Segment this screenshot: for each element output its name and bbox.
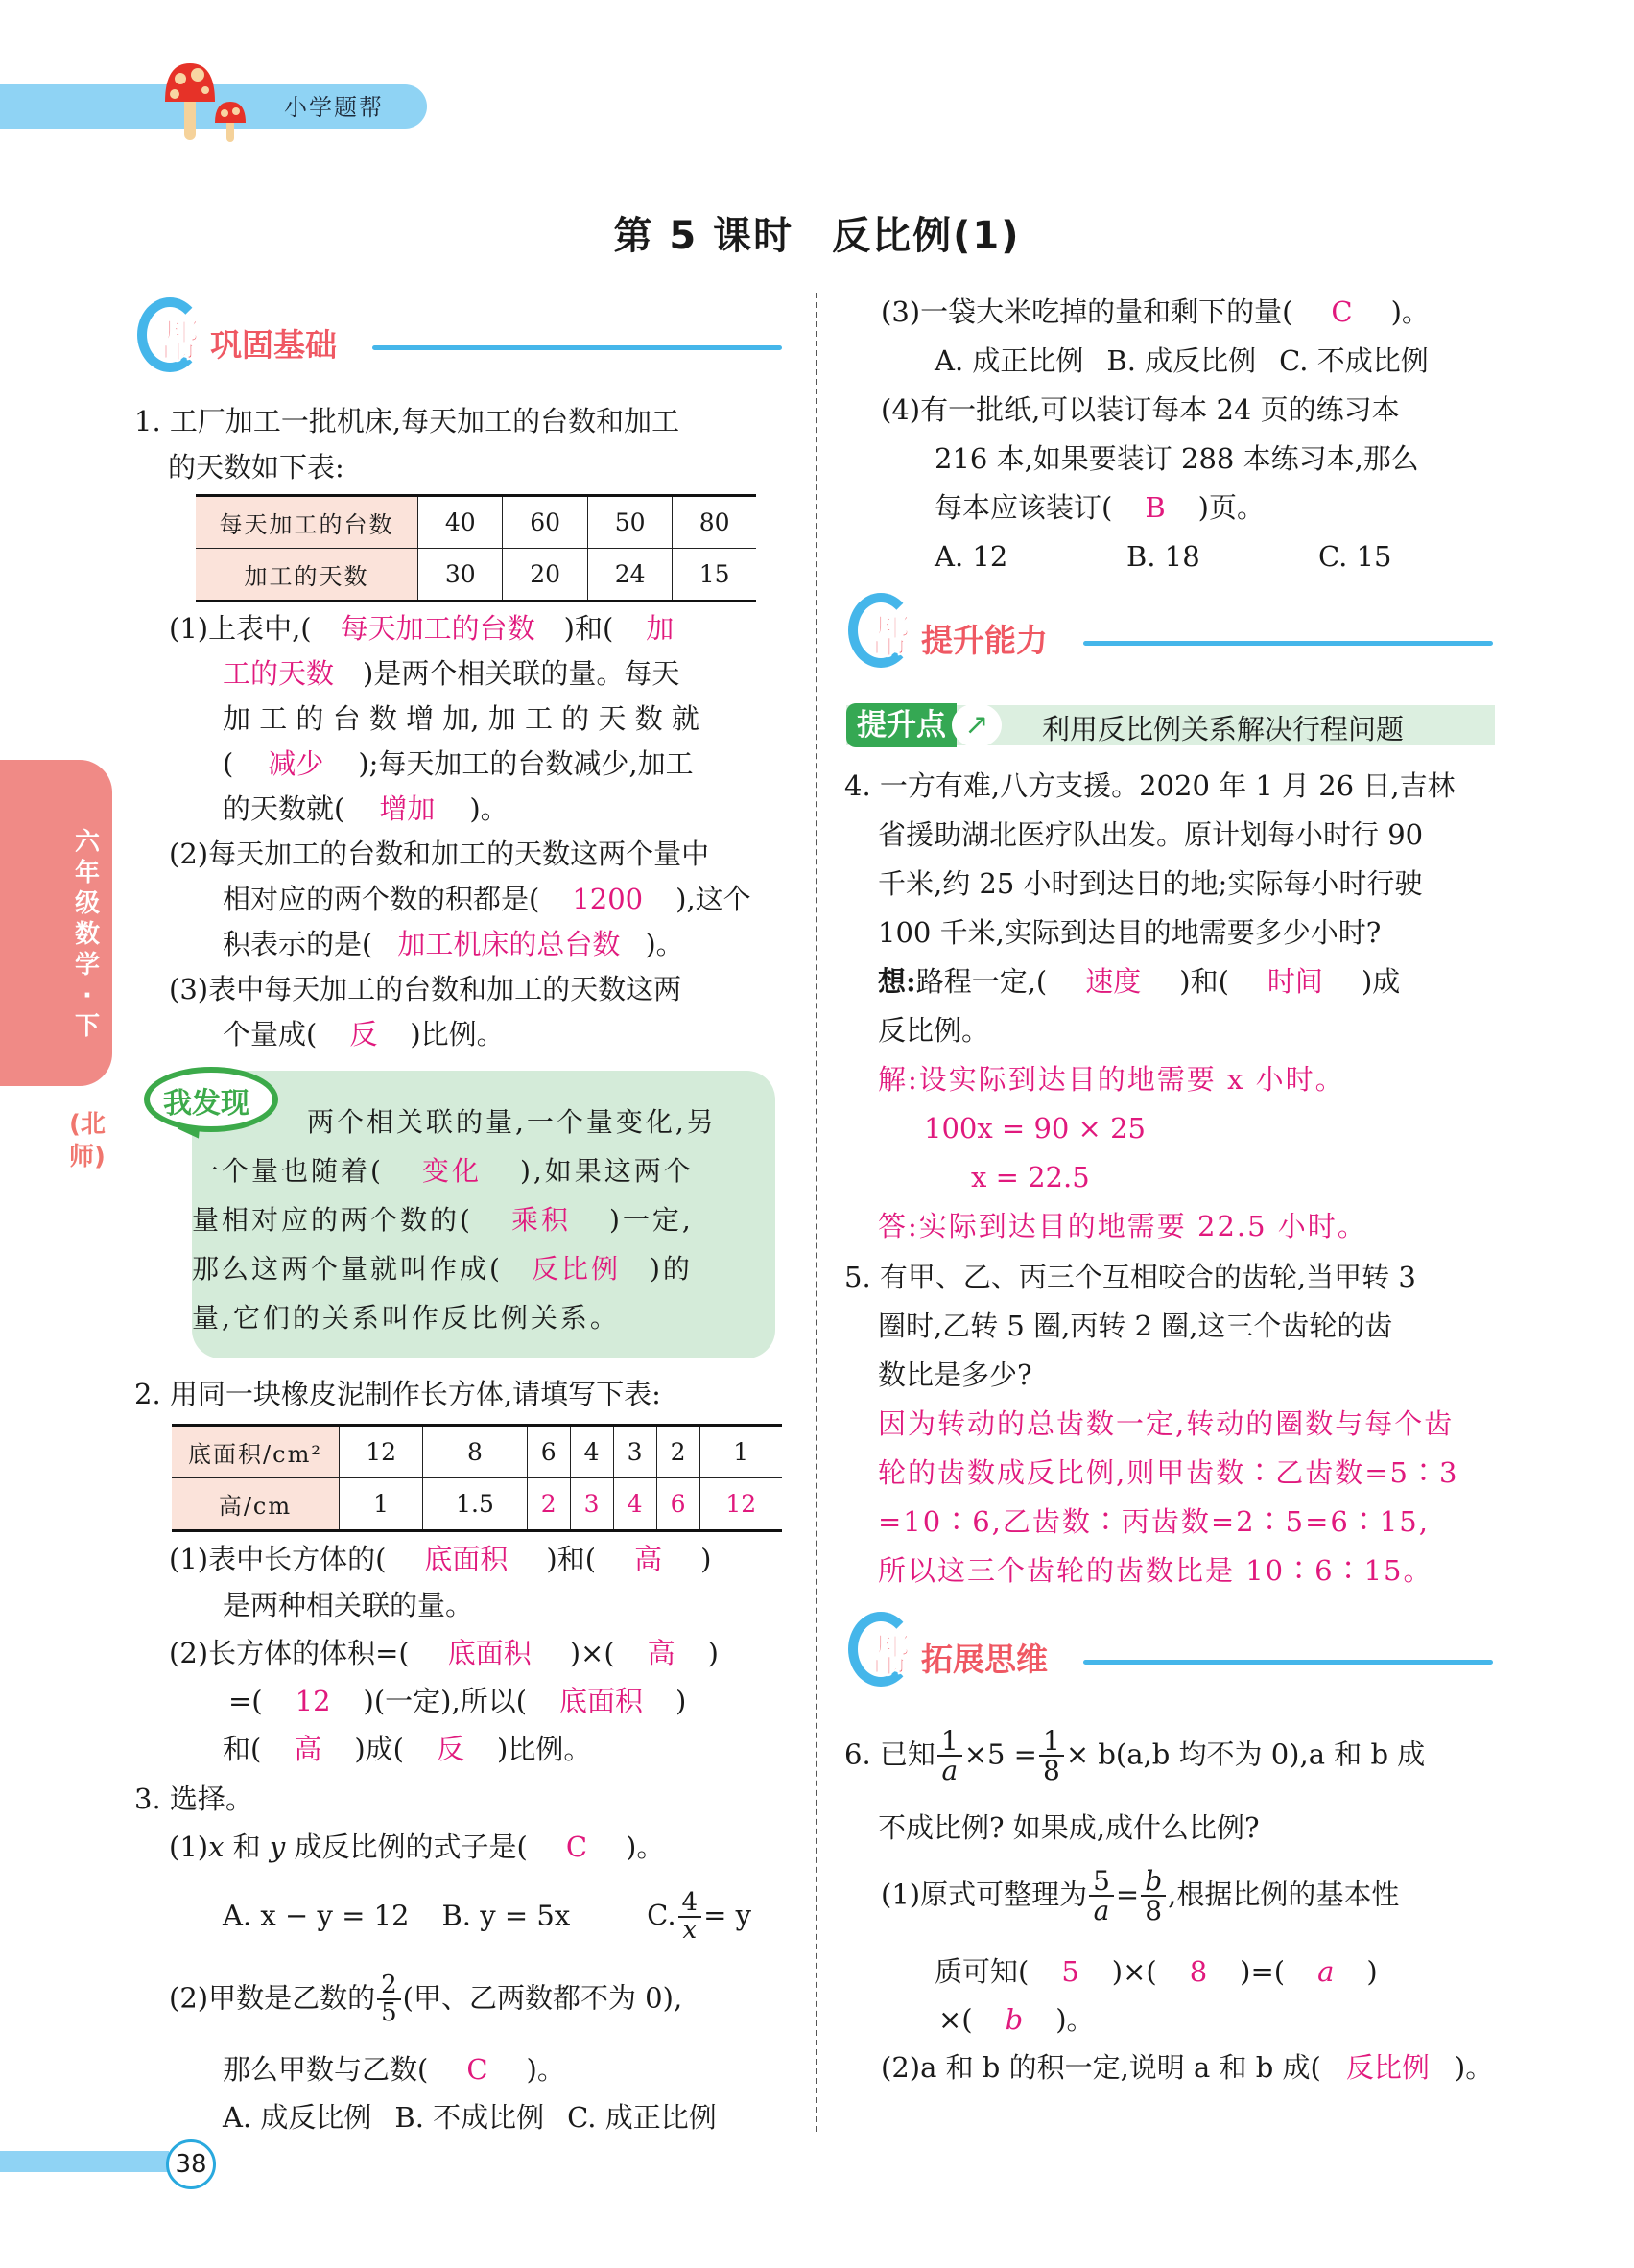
- answer-blank: 加工机床的总台数: [397, 928, 621, 960]
- table-row-header: 加工的天数: [196, 549, 418, 602]
- q3-part1-options: [223, 1890, 751, 1945]
- option-a: A. x − y = 12: [223, 1899, 410, 1932]
- q2-part2-line3: 和( 高 )成( 反 )比例。: [223, 1733, 592, 1765]
- q5-solution-line2: 轮的齿数成反比例,则甲齿数∶乙齿数=5∶3: [878, 1456, 1459, 1489]
- discover-line5: 量,它们的关系叫作反比例关系。: [192, 1302, 620, 1334]
- side-tab-edition: (北师): [69, 1110, 106, 1171]
- q1-part1-line2: 工的天数 )是两个相关联的量。每天: [223, 657, 680, 690]
- q6-line2: 不成比例? 如果成,成什么比例?: [878, 1811, 1260, 1844]
- section-rule: [1083, 641, 1493, 646]
- table-answer-cell: 6: [656, 1478, 699, 1531]
- section-header-basic: [137, 297, 782, 384]
- q1-part1-line1: (1)上表中,( 每天加工的台数 )和( 加: [169, 612, 675, 645]
- q3-stem: 3. 选择。: [134, 1783, 253, 1815]
- option-a: A. 12: [935, 540, 1008, 573]
- q2-part2-line1: (2)长方体的体积=( 底面积 )×( 高 ): [169, 1637, 719, 1669]
- discover-line4: 那么这两个量就叫作成( 反比例 )的: [192, 1253, 693, 1285]
- option-a: A. 成正比例: [935, 344, 1084, 377]
- lesson-number: 第 5 课时: [613, 214, 794, 258]
- q5-solution-line4: 所以这三个齿轮的齿数比是 10∶6∶15。: [878, 1554, 1433, 1587]
- table-row: [196, 496, 756, 549]
- answer-blank: 反比例: [1345, 2051, 1430, 2084]
- q1-part1-line4: ( 减少 );每天加工的台数减少,加工: [223, 747, 694, 780]
- q3-part3-line1: (3)一袋大米吃掉的量和剩下的量( C )。: [881, 295, 1430, 328]
- answer-blank: 时间: [1267, 965, 1323, 998]
- answer-blank: 高: [294, 1733, 322, 1765]
- side-tab-grade: 六年级数学·下: [74, 828, 100, 1041]
- table-row-header: 高/cm: [172, 1478, 340, 1531]
- option-b: B. 成反比例: [1106, 344, 1257, 377]
- answer-blank: C: [466, 2053, 488, 2086]
- q4-line4: 100 千米,实际到达目的地需要多少小时?: [878, 916, 1382, 949]
- q3-part1-line1: (1)x 和 y 成反比例的式子是( C )。: [169, 1831, 665, 1863]
- q1-part1-line3: 加 工 的 台 数 增 加, 加 工 的 天 数 就: [223, 702, 699, 735]
- table-row: [196, 549, 756, 602]
- answer-blank: 加: [646, 612, 675, 645]
- q4-solution-line1: 解:设实际到达目的地需要 x 小时。: [878, 1063, 1345, 1096]
- option-c: C. 不成比例: [1279, 344, 1429, 377]
- answer-blank: b: [1005, 2003, 1024, 2036]
- q5-solution-line3: =10∶6,乙齿数∶丙齿数=2∶5=6∶15,: [878, 1505, 1430, 1538]
- q3-part4-options: [935, 532, 1392, 581]
- answer-blank: 底面积: [447, 1637, 532, 1669]
- option-b: B. y = 5x: [441, 1899, 571, 1932]
- answer-blank: 高: [647, 1637, 675, 1669]
- q2-stem: 2. 用同一块橡皮泥制作长方体,请填写下表:: [134, 1378, 661, 1410]
- answer-blank: B: [1145, 491, 1166, 524]
- q1-part3-line2: 个量成( 反 )比例。: [223, 1018, 505, 1051]
- table-cell: 20: [503, 549, 587, 602]
- q1-part2-line2: 相对应的两个数的积都是( 1200 ),这个: [223, 883, 751, 915]
- q4-solution-line3: x = 22.5: [971, 1161, 1090, 1193]
- answer-blank: 底面积: [559, 1685, 644, 1717]
- page-number: 38: [166, 2139, 216, 2189]
- table-answer-cell: 2: [527, 1478, 570, 1531]
- table-cell: 60: [503, 496, 587, 549]
- page-title: [0, 205, 1634, 260]
- table-cell: 1: [340, 1478, 423, 1531]
- table-cell: 24: [587, 549, 672, 602]
- q5-solution-line1: 因为转动的总齿数一定,转动的圈数与每个齿: [878, 1407, 1455, 1440]
- q4-solution-line2: 100x = 90 × 25: [924, 1112, 1146, 1145]
- q1-stem-line2: 的天数如下表:: [168, 451, 344, 484]
- option-b: B. 18: [1126, 540, 1200, 573]
- table-row: [172, 1426, 782, 1478]
- q2-part2-line2: =( 12 )(一定),所以( 底面积 ): [228, 1685, 687, 1717]
- section-rule: [1083, 1660, 1493, 1665]
- q1-stem-line1: 1. 工厂加工一批机床,每天加工的台数和加工: [134, 405, 680, 437]
- table-cell: 8: [423, 1426, 527, 1478]
- answer-blank: C: [1331, 295, 1353, 328]
- answer-blank: 12: [295, 1685, 331, 1717]
- arrow-up-right-icon: ↗: [952, 703, 1002, 747]
- section-label: 提升能力: [921, 622, 1048, 659]
- q4-think-line2: 反比例。: [878, 1014, 990, 1047]
- q6-part1-line2: 质可知( 5 )×( 8 )=( a ): [935, 1955, 1378, 1988]
- answer-blank: C: [565, 1831, 588, 1863]
- answer-blank: 反比例: [531, 1253, 621, 1285]
- section-bang: 帮: [156, 316, 201, 367]
- q4-line3: 千米,约 25 小时到达目的地;实际每小时行驶: [878, 867, 1423, 900]
- table-row: [172, 1478, 782, 1531]
- footer-band: [0, 2151, 169, 2172]
- option-b: B. 不成比例: [394, 2101, 545, 2134]
- q6-part2: (2)a 和 b 的积一定,说明 a 和 b 成( 反比例 )。: [881, 2051, 1494, 2084]
- q4-line2: 省援助湖北医疗队出发。原计划每小时行 90: [878, 818, 1424, 851]
- q3-part3-options: [935, 337, 1429, 386]
- answer-blank: 8: [1189, 1955, 1208, 1988]
- q3-part4-line3: 每本应该装订( B )页。: [935, 491, 1265, 524]
- q3-part4-line1: (4)有一批纸,可以装订每本 24 页的练习本: [881, 393, 1400, 426]
- table-cell: 2: [656, 1426, 699, 1478]
- section-bang: 帮: [867, 611, 912, 663]
- discover-line2: 一个量也随着( 变化 ),如果这两个: [192, 1155, 694, 1187]
- tip-tag: 提升点: [846, 703, 957, 747]
- option-c: C. 15: [1318, 540, 1392, 573]
- discover-line3: 量相对应的两个数的( 乘积 )一定,: [192, 1204, 694, 1236]
- q4-solution-line4: 答:实际到达目的地需要 22.5 小时。: [878, 1210, 1367, 1242]
- section-header-extend: [848, 1612, 1493, 1698]
- answer-blank: 底面积: [424, 1543, 509, 1575]
- table-cell: 50: [587, 496, 672, 549]
- table-cell: 80: [673, 496, 756, 549]
- table-cell: 15: [673, 549, 756, 602]
- answer-blank: 减少: [268, 747, 324, 780]
- q1-part2-line1: (2)每天加工的台数和加工的天数这两个量中: [169, 838, 710, 870]
- answer-blank: 变化: [421, 1155, 482, 1187]
- section-bang: 帮: [867, 1630, 912, 1682]
- column-divider: [816, 293, 817, 2132]
- answer-blank: 反: [349, 1018, 378, 1051]
- q4-think-line1: 想:路程一定,( 速度 )和( 时间 )成: [878, 965, 1401, 998]
- q5-line3: 数比是多少?: [878, 1358, 1032, 1391]
- table-row-header: 底面积/cm²: [172, 1426, 340, 1478]
- table-cell: 40: [418, 496, 503, 549]
- brand-name: 小学题帮: [284, 94, 384, 121]
- table-row-header: 每天加工的台数: [196, 496, 418, 549]
- answer-blank: 速度: [1085, 965, 1142, 998]
- answer-blank: 增加: [379, 792, 436, 825]
- q3-part2-line2: 那么甲数与乙数( C )。: [223, 2053, 565, 2086]
- section-label: 拓展思维: [921, 1641, 1048, 1678]
- q1-part3-line1: (3)表中每天加工的台数和加工的天数这两: [169, 973, 682, 1005]
- q4-line1: 4. 一方有难,八方支援。2020 年 1 月 26 日,吉林: [844, 769, 1456, 802]
- q2-table: [172, 1424, 782, 1532]
- section-header-improve: [848, 593, 1493, 679]
- table-cell: 1.5: [423, 1478, 527, 1531]
- table-cell: 3: [613, 1426, 656, 1478]
- answer-blank: 1200: [572, 883, 644, 915]
- answer-blank: a: [1317, 1955, 1335, 1988]
- table-answer-cell: 3: [570, 1478, 613, 1531]
- answer-blank: 高: [634, 1543, 663, 1575]
- table-answer-cell: 12: [699, 1478, 782, 1531]
- discover-badge: 我发现: [163, 1087, 249, 1121]
- q6-line1: 6. 已知 $\frac{1}{a}$ ×5 = $\frac{1}{8}$ × b(a,b 均不为 0),a 和 b 成: [844, 1725, 1426, 1787]
- lesson-topic: 反比例(1): [832, 214, 1021, 258]
- q2-part1-line1: (1)表中长方体的( 底面积 )和( 高 ): [169, 1543, 712, 1575]
- q5-line2: 圈时,乙转 5 圈,丙转 2 圈,这三个齿轮的齿: [878, 1310, 1393, 1342]
- table-answer-cell: 4: [613, 1478, 656, 1531]
- answer-blank: 5: [1061, 1955, 1079, 1988]
- discover-box: [192, 1071, 775, 1358]
- q3-part2-line1: (2)甲数是乙数的 $\frac{2}{5}$ (甲、乙两数都不为 0),: [169, 1971, 683, 2028]
- q2-part1-line2: 是两种相关联的量。: [223, 1589, 474, 1621]
- table-cell: 1: [699, 1426, 782, 1478]
- answer-blank: 工的天数: [223, 657, 335, 690]
- q1-part1-line5: 的天数就( 增加 )。: [223, 792, 509, 825]
- answer-blank: 反: [436, 1733, 464, 1765]
- q1-part2-line3: 积表示的是( 加工机床的总台数 )。: [223, 928, 684, 960]
- section-label: 巩固基础: [210, 326, 337, 364]
- q6-part1-line3: ×( b )。: [938, 2003, 1095, 2036]
- q3-part4-line2: 216 本,如果要装订 288 本练习本,那么: [935, 442, 1419, 475]
- option-c: C. $\frac{4}{x}$ = y: [647, 1888, 751, 1946]
- table-cell: 30: [418, 549, 503, 602]
- option-c: C. 成正比例: [567, 2101, 717, 2134]
- answer-blank: 每天加工的台数: [340, 612, 535, 645]
- tip-text: 利用反比例关系解决行程问题: [1042, 713, 1405, 745]
- q5-line1: 5. 有甲、乙、丙三个互相咬合的齿轮,当甲转 3: [844, 1261, 1416, 1293]
- option-a: A. 成反比例: [223, 2101, 372, 2134]
- mushroom-icon: [161, 59, 257, 146]
- q6-part1-line1: (1)原式可整理为 $\frac{5}{a}$ = $\frac{b}{8}$ ,根据比例的基本性: [881, 1865, 1400, 1927]
- table-cell: 6: [527, 1426, 570, 1478]
- discover-line1: 两个相关联的量,一个量变化,另: [307, 1106, 717, 1138]
- q3-part2-options: [223, 2093, 717, 2142]
- table-cell: 12: [340, 1426, 423, 1478]
- section-rule: [372, 345, 782, 350]
- table-cell: 4: [570, 1426, 613, 1478]
- answer-blank: 乘积: [510, 1204, 571, 1236]
- q1-table: [196, 494, 756, 602]
